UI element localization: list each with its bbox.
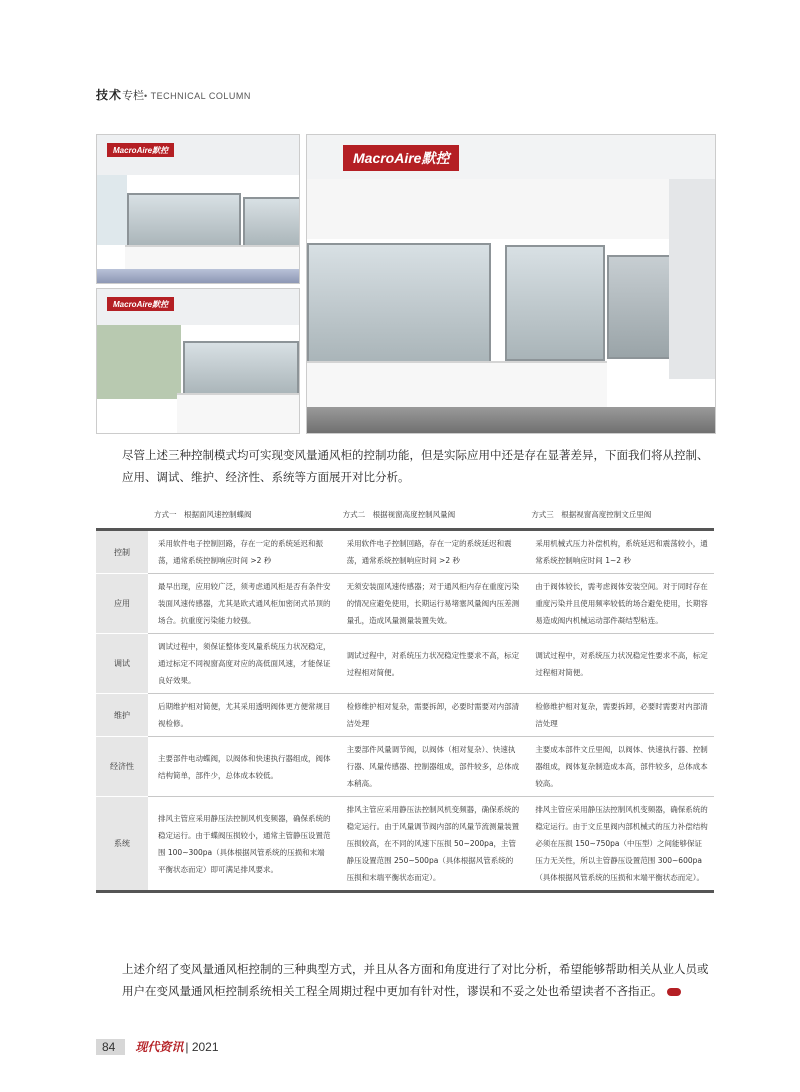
comparison-table bbox=[96, 500, 714, 893]
page-footer bbox=[96, 1038, 219, 1055]
column-title: 专栏 bbox=[122, 89, 145, 102]
table-header-blank bbox=[96, 500, 148, 530]
column-title-en: • TECHNICAL COLUMN bbox=[144, 91, 251, 101]
table-cell: 调试过程中，对系统压力状况稳定性要求不高，标定过程相对简便。 bbox=[337, 634, 526, 694]
table-cell: 无须安装面风速传感器；对于通风柜内存在重度污染的情况应避免使用，长期运行易堵塞风量阀内压差测量孔，造成风量测量装置失效。 bbox=[337, 574, 526, 634]
row-label: 应用 bbox=[96, 574, 148, 634]
photo-fume-hood-lab-1 bbox=[96, 134, 300, 284]
table-cell: 采用软件电子控制回路，存在一定的系统延迟和振荡，通常系统控制响应时间 >2 秒 bbox=[148, 530, 337, 574]
row-label: 维护 bbox=[96, 694, 148, 737]
table-row bbox=[96, 634, 714, 694]
table-cell: 调试过程中，对系统压力状况稳定性要求不高，标定过程相对简便。 bbox=[525, 634, 714, 694]
end-mark-icon bbox=[667, 988, 681, 996]
table-cell: 采用软件电子控制回路，存在一定的系统延迟和震荡，通常系统控制响应时间 >2 秒 bbox=[337, 530, 526, 574]
page-number: 84 bbox=[96, 1039, 125, 1055]
table-cell: 排风主管应采用静压法控制风机变频器，确保系统的稳定运行。由于风量调节阀内部的风量节流测量装置压损较高，在不同的风速下压损 50~200pa，主管静压设置范围 250~500pa（具体根据风管系统的压损和末端平衡状态而定）。 bbox=[337, 797, 526, 892]
table-cell: 主要部件风量调节阀，以阀体（相对复杂）、快速执行器、风量传感器、控制器组成，部件较多，总体成本稍高。 bbox=[337, 737, 526, 797]
magazine-name: 现代资讯 bbox=[135, 1040, 184, 1054]
brand-logo: MacroAire默控 bbox=[107, 143, 174, 157]
table-row bbox=[96, 574, 714, 634]
table-header-method-1: 方式一 根据面风速控制蝶阀 bbox=[148, 500, 337, 530]
table-row bbox=[96, 530, 714, 574]
table-cell: 最早出现，应用较广泛，须考虑通风柜是否有条件安装面风速传感器，尤其是欧式通风柜加密闭式吊顶的场合。抗重度污染能力较强。 bbox=[148, 574, 337, 634]
table-cell: 排风主管应采用静压法控制风机变频器，确保系统的稳定运行。由于文丘里阀内部机械式的压力补偿结构必须在压损 150~750pa（中压型）之间能够保证压力无关性，所以主管静压设置范围 300~600pa（具体根据风管系统的压损和末端平衡状态而定）。 bbox=[525, 797, 714, 892]
table-row bbox=[96, 694, 714, 737]
table-header-method-2: 方式二 根据视窗高度控制风量阀 bbox=[337, 500, 526, 530]
brand-logo: MacroAire默控 bbox=[107, 297, 174, 311]
table-cell: 检修维护相对复杂，需要拆卸，必要时需要对内部清洁处理 bbox=[337, 694, 526, 737]
row-label: 调试 bbox=[96, 634, 148, 694]
table-row bbox=[96, 737, 714, 797]
table-header-method-3: 方式三 根据视窗高度控制文丘里阀 bbox=[525, 500, 714, 530]
table-cell: 由于阀体较长，需考虑阀体安装空间。对于同时存在重度污染并且使用频率较低的场合避免使用，长期容易造成阀内机械运动部件凝结型粘连。 bbox=[525, 574, 714, 634]
conclusion-paragraph: 上述介绍了变风量通风柜控制的三种典型方式，并且从各方面和角度进行了对比分析，希望能够帮助相关从业人员或用户在变风量通风柜控制系统相关工程全周期过程中更加有针对性，谬误和不妥之处也希望读者不吝指正。 bbox=[122, 962, 709, 998]
row-label: 经济性 bbox=[96, 737, 148, 797]
table-cell: 调试过程中，须保证整体变风量系统压力状况稳定，通过标定不同视窗高度对应的高低面风速，才能保证良好效果。 bbox=[148, 634, 337, 694]
brand-logo-large: MacroAire默控 bbox=[343, 145, 459, 171]
intro-paragraph: 尽管上述三种控制模式均可实现变风量通风柜的控制功能，但是实际应用中还是存在显著差异，下面我们将从控制、应用、调试、维护、经济性、系统等方面展开对比分析。 bbox=[122, 448, 709, 484]
photo-fume-hood-lab-main bbox=[306, 134, 716, 434]
table-cell: 采用机械式压力补偿机构，系统延迟和震荡较小，通常系统控制响应时间 1~2 秒 bbox=[525, 530, 714, 574]
column-header bbox=[96, 86, 251, 103]
row-label: 系统 bbox=[96, 797, 148, 892]
table-row bbox=[96, 797, 714, 892]
issue-year: | 2021 bbox=[185, 1039, 219, 1054]
row-label: 控制 bbox=[96, 530, 148, 574]
table-cell: 检修维护相对复杂，需要拆卸，必要时需要对内部清洁处理 bbox=[525, 694, 714, 737]
table-cell: 主要部件电动蝶阀，以阀体和快速执行器组成，阀体结构简单，部件少，总体成本较低。 bbox=[148, 737, 337, 797]
table-cell: 排风主管应采用静压法控制风机变频器，确保系统的稳定运行。由于蝶阀压损较小，通常主管静压设置范围 100~300pa（具体根据风管系统的压损和末端平衡状态而定）即可满足排风要求。 bbox=[148, 797, 337, 892]
table-cell: 主要成本部件文丘里阀，以阀体、快速执行器、控制器组成，阀体复杂制造成本高，部件较多，总体成本较高。 bbox=[525, 737, 714, 797]
table-header-row bbox=[96, 500, 714, 530]
photo-fume-hood-lab-2 bbox=[96, 288, 300, 434]
column-title-bold: 技术 bbox=[96, 88, 123, 102]
table-cell: 后期维护相对简便，尤其采用透明阀体更方便常规目视检修。 bbox=[148, 694, 337, 737]
